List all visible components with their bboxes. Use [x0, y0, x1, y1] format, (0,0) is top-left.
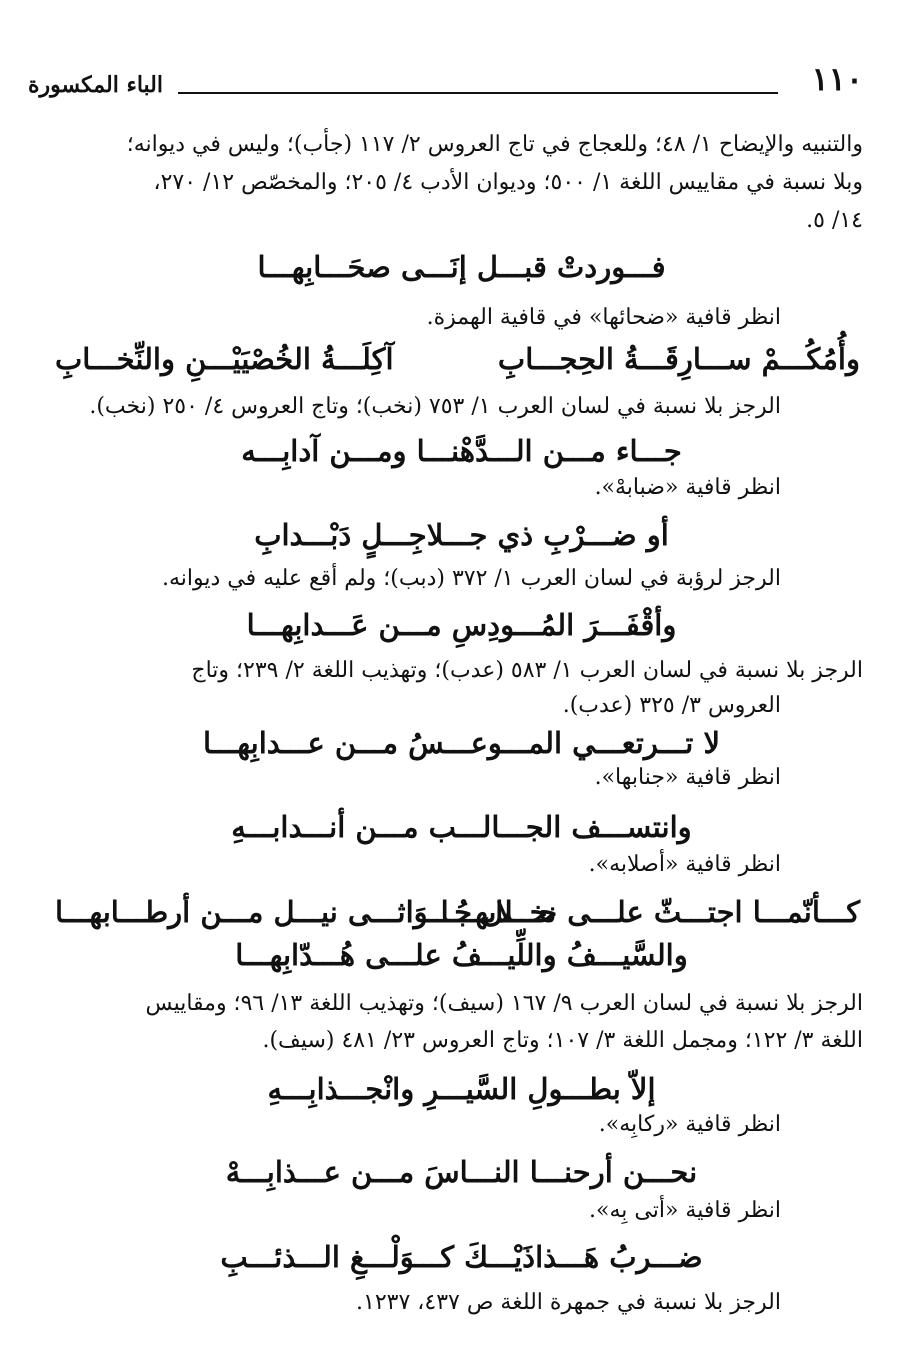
- intro-paragraph: [53, 126, 863, 240]
- note-line: انظر قافية «جنابها».: [594, 765, 781, 790]
- verse-line: وأقْفَـــرَ المُـــودِسِ مـــن عَـــدابِهـــا: [246, 608, 677, 642]
- verse-hemistich-left: آكِلَـــةُ الخُصْيَيْـــنِ والنِّخـــابِ: [55, 342, 394, 376]
- header-rule: [178, 92, 778, 94]
- note-line: انظر قافية «أتى بِه».: [589, 1198, 781, 1223]
- verse-line: إلاّ بطـــولِ السَّيـــرِ وانْجـــذابِـــهِ: [267, 1072, 656, 1106]
- verse-line: ضـــربُ هَـــذاذَيْـــكَ كـــوَلْـــغِ الـــذئـــبِ: [220, 1240, 703, 1274]
- note-line: الرجز لرؤبة في لسان العرب ١/ ٣٧٢ (دبب)؛ ولم أقع عليه في ديوانه.: [161, 566, 781, 591]
- verse-line: جـــاء مـــن الـــدَّهْنـــا ومـــن آدابِـــه: [241, 434, 682, 468]
- note-line: الرجز بلا نسبة في لسان العرب ٩/ ١٦٧ (سيف)؛ وتهذيب اللغة ١٣/ ٩٦؛ ومقاييس: [145, 991, 863, 1016]
- note-line: اللغة ٣/ ١٢٢؛ ومجمل اللغة ٣/ ١٠٧؛ وتاج العروس ٢٣/ ٤٨١ (سيف).: [262, 1028, 863, 1053]
- note-line: العروس ٣/ ٣٢٥ (عدب).: [562, 693, 781, 718]
- note-line: انظر قافية «ركابِه».: [598, 1112, 781, 1137]
- verse-line: لا تـــرتعـــي المـــوعـــسُ مـــن عـــدابِهـــا: [202, 726, 721, 760]
- verse-line: أو ضـــرْبِ ذي جـــلاجِـــلٍ دَبْـــدابِ: [254, 518, 669, 552]
- verse-line: وانتســـف الجـــالـــب مـــن أنـــدابـــهِ: [231, 810, 692, 844]
- intro-line-2: وبلا نسبة في مقاييس اللغة ١/ ٥٠٠؛ وديوان الأدب ٤/ ٢٠٥؛ والمخصّص ١٢/ ٢٧٠،: [153, 170, 863, 195]
- verse-hemistich-right: كـــأنّمـــا اجتـــثّ علـــى حـــلابهـــا: [440, 895, 860, 929]
- verse-line: والسَّيـــفُ واللِّيـــفُ علـــى هُـــدّابِهـــا: [235, 938, 688, 972]
- page-number: ١١٠: [811, 60, 863, 98]
- note-line: انظر قافية «ضحائها» في قافية الهمزة.: [426, 305, 781, 330]
- note-line: الرجز بلا نسبة في لسان العرب ١/ ٥٨٣ (عدب)؛ وتهذيب اللغة ٢/ ٢٣٩؛ وتاج: [191, 658, 863, 683]
- note-line: انظر قافية «أصلابه».: [588, 852, 781, 877]
- verse-line: فـــوردتْ قبـــل إنَـــى صحَـــابِهـــا: [257, 250, 666, 284]
- verse-hemistich-left: نخـــل جُـــوَاثـــى نيـــل مـــن أرطـــابهـــا: [55, 895, 557, 929]
- note-line: انظر قافية «ضبابهْ».: [594, 475, 781, 500]
- intro-line-3: ١٤/ ٥.: [806, 208, 863, 233]
- note-line: الرجز بلا نسبة في جمهرة اللغة ص ٤٣٧، ١٢٣٧.: [356, 1290, 781, 1315]
- intro-line-1: والتنبيه والإيضاح ١/ ٤٨؛ وللعجاج في تاج العروس ٢/ ١١٧ (جأب)؛ وليس في ديوانه؛: [126, 132, 863, 157]
- note-line: الرجز بلا نسبة في لسان العرب ١/ ٧٥٣ (نخب)؛ وتاج العروس ٤/ ٢٥٠ (نخب).: [89, 394, 781, 419]
- verse-line: نحـــن أرحنـــا النـــاسَ مـــن عـــذابِـــهْ: [225, 1155, 698, 1189]
- verse-hemistich-right: وأُمُكُـــمْ ســـارِقَـــةُ الحِجـــابِ: [497, 342, 860, 376]
- running-title: الباء المكسورة: [28, 72, 163, 98]
